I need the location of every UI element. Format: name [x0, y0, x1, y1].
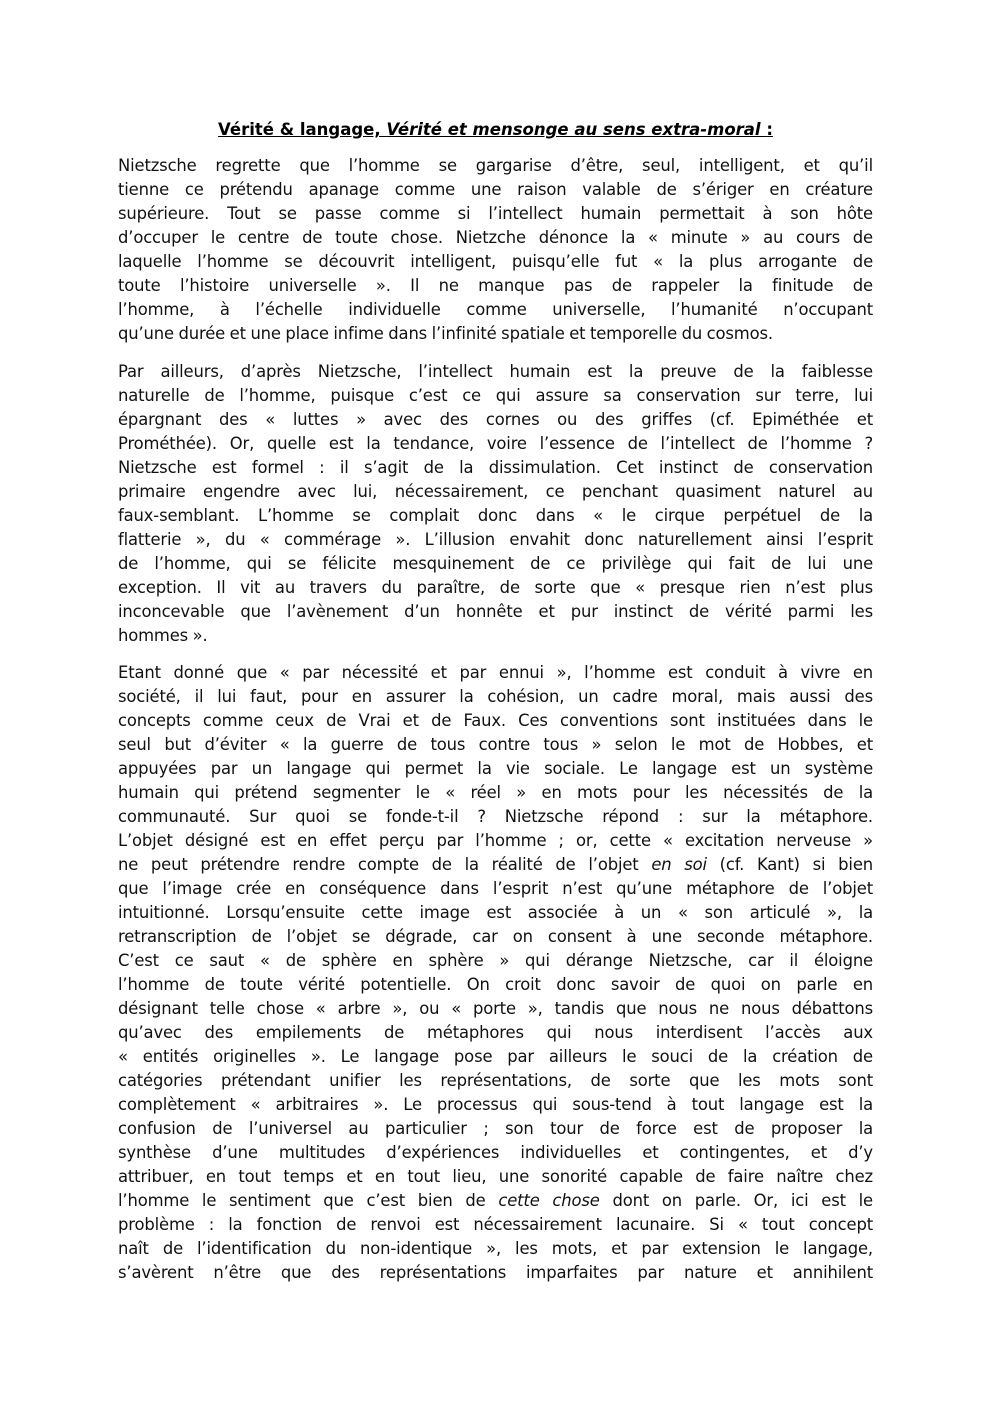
text-line: l’homme de toute vérité potentielle. On croit donc savoir de quoi on parle en [118, 975, 873, 994]
text-line: faux-semblant. L’homme se complait donc dans « le cirque perpétuel de la [118, 506, 873, 525]
text-line: de l’homme, qui se félicite mesquinement de ce privilège qui fait de lui une [118, 554, 873, 573]
text-line: communauté. Sur quoi se fonde-t-il ? Nietzsche répond : sur la métaphore. [118, 807, 873, 826]
text-line [118, 853, 873, 877]
text-line: toute l’histoire universelle ». Il ne manque pas de rappeler la finitude de [118, 276, 873, 295]
text-line: épargnant des « luttes » avec des cornes ou des griffes (cf. Epiméthée et [118, 410, 873, 429]
text-line: Nietzsche regrette que l’homme se gargarise d’être, seul, intelligent, et qu’il [118, 156, 873, 175]
text-line: inconcevable que l’avènement d’un honnête et pur instinct de vérité parmi les [118, 602, 873, 621]
text-line: « entités originelles ». Le langage pose par ailleurs le souci de la création de [118, 1047, 873, 1066]
text-line: attribuer, en tout temps et en tout lieu, une sonorité capable de faire naître chez [118, 1167, 873, 1186]
text-line: Etant donné que « par nécessité et par ennui », l’homme est conduit à vivre en [118, 663, 873, 682]
text-line: flatterie », du « commérage ». L’illusion envahit donc naturellement ainsi l’esprit [118, 530, 873, 549]
text-segment: dont on parle. Or, ici est le [599, 1191, 873, 1210]
text-line: d’occuper le centre de toute chose. Nietzche dénonce la « minute » au cours de [118, 228, 873, 247]
document-title [118, 118, 873, 142]
paragraph-1 [118, 154, 873, 346]
text-line: l’homme, à l’échelle individuelle comme universelle, l’humanité n’occupant [118, 300, 873, 319]
text-segment: ne peut prétendre rendre compte de la réalité de l’objet [118, 855, 652, 874]
text-segment: l’homme le sentiment que c’est bien de [118, 1191, 499, 1210]
text-line: complètement « arbitraires ». Le processus qui sous-tend à tout langage est la [118, 1095, 873, 1114]
text-line: qu’une durée et une place infime dans l’infinité spatiale et temporelle du cosmos. [118, 324, 773, 343]
text-line: hommes ». [118, 626, 208, 645]
text-line [118, 1189, 873, 1213]
text-segment: (cf. Kant) si bien [706, 855, 874, 874]
italic-emphasis: en soi [651, 855, 707, 874]
paragraph-2 [118, 360, 873, 648]
text-line: exception. Il vit au travers du paraître, de sorte que « presque rien n’est plus [118, 578, 873, 597]
title-main: Vérité & langage, [218, 120, 387, 139]
text-line: seul but d’éviter « la guerre de tous contre tous » selon le mot de Hobbes, et [118, 735, 873, 754]
italic-emphasis: cette chose [498, 1191, 600, 1210]
text-line: Prométhée). Or, quelle est la tendance, voire l’essence de l’intellect de l’homme ? [118, 434, 873, 453]
text-line: L’objet désigné est en effet perçu par l’homme ; or, cette « excitation nerveuse » [118, 831, 873, 850]
title-colon: : [766, 120, 773, 139]
title-work: Vérité et mensonge au sens extra-moral [386, 120, 767, 139]
text-line: laquelle l’homme se découvrit intelligent, puisqu’elle fut « la plus arrogante de [118, 252, 873, 271]
text-line: catégories prétendant unifier les représentations, de sorte que les mots sont [118, 1071, 873, 1090]
text-line: supérieure. Tout se passe comme si l’intellect humain permettait à son hôte [118, 204, 873, 223]
text-line: C’est ce saut « de sphère en sphère » qui dérange Nietzsche, car il éloigne [118, 951, 873, 970]
text-line: désignant telle chose « arbre », ou « porte », tandis que nous ne nous débattons [118, 999, 873, 1018]
text-line: humain qui prétend segmenter le « réel » en mots pour les nécessités de la [118, 783, 873, 802]
text-line: primaire engendre avec lui, nécessairement, ce penchant quasiment naturel au [118, 482, 873, 501]
text-line: concepts comme ceux de Vrai et de Faux. Ces conventions sont instituées dans le [118, 711, 873, 730]
text-line: s’avèrent n’être que des représentations imparfaites par nature et annihilent [118, 1263, 873, 1282]
text-line: synthèse d’une multitudes d’expériences individuelles et contingentes, et d’y [118, 1143, 873, 1162]
text-line: naturelle de l’homme, puisque c’est ce qui assure sa conservation sur terre, lui [118, 386, 873, 405]
text-line: tienne ce prétendu apanage comme une raison valable de s’ériger en créature [118, 180, 873, 199]
text-line: que l’image crée en conséquence dans l’esprit n’est qu’une métaphore de l’objet [118, 879, 873, 898]
text-line: appuyées par un langage qui permet la vie sociale. Le langage est un système [118, 759, 873, 778]
text-line: retranscription de l’objet se dégrade, car on consent à une seconde métaphore. [118, 927, 873, 946]
text-line: Par ailleurs, d’après Nietzsche, l’intellect humain est la preuve de la faiblesse [118, 362, 873, 381]
text-line: naît de l’identification du non-identique », les mots, et par extension le langage, [118, 1239, 873, 1258]
text-line: intuitionné. Lorsqu’ensuite cette image est associée à un « son articulé », la [118, 903, 873, 922]
text-line: Nietzsche est formel : il s’agit de la dissimulation. Cet instinct de conservation [118, 458, 873, 477]
text-line: société, il lui faut, pour en assurer la cohésion, un cadre moral, mais aussi des [118, 687, 873, 706]
text-line: problème : la fonction de renvoi est nécessairement lacunaire. Si « tout concept [118, 1215, 873, 1234]
text-line: confusion de l’universel au particulier ; son tour de force est de proposer la [118, 1119, 873, 1138]
text-line: qu’avec des empilements de métaphores qui nous interdisent l’accès aux [118, 1023, 873, 1042]
paragraph-3 [118, 661, 873, 1285]
